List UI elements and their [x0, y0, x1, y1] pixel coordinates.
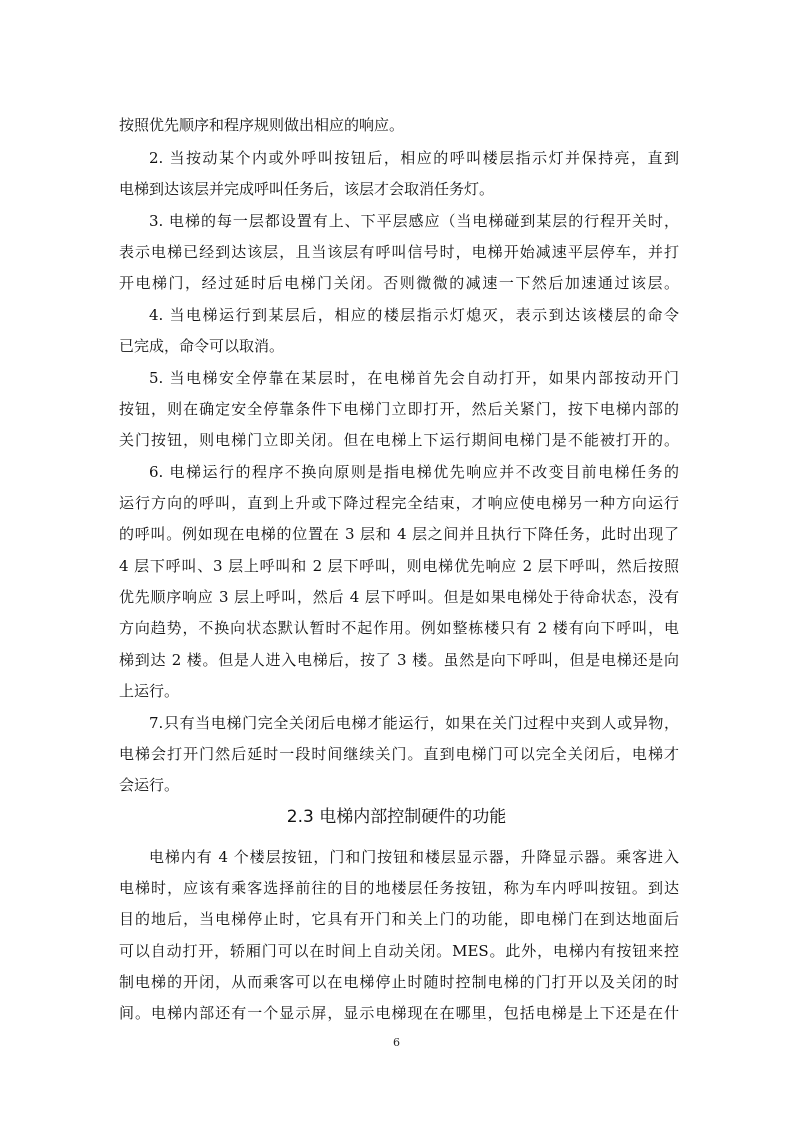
text-line: 开电梯门，经过延时后电梯门关闭。否则微微的减速一下然后加速通过该层。: [119, 274, 679, 292]
text-line: 电梯会打开门然后延时一段时间继续关门。直到电梯门可以完全关闭后，电梯才: [119, 745, 679, 763]
text-line: 4 层下呼叫、3 层上呼叫和 2 层下呼叫，则电梯优先响应 2 层下呼叫，然后按照: [119, 557, 679, 575]
text-line: 6. 电梯运行的程序不换向原则是指电梯优先响应并不改变目前电梯任务的: [149, 463, 679, 481]
text-line: 已完成，命令可以取消。: [119, 337, 285, 355]
text-line: 电梯到达该层并完成呼叫任务后，该层才会取消任务灯。: [119, 180, 495, 198]
text-line: 间。电梯内部还有一个显示屏，显示电梯现在在哪里，包括电梯是上下还是在什: [119, 1004, 679, 1022]
text-line: 4. 当电梯运行到某层后，相应的楼层指示灯熄灭，表示到达该楼层的命令: [149, 306, 679, 324]
text-line: 目的地后，当电梯停止时，它具有开门和关上门的功能，即电梯门在到达地面后: [119, 910, 679, 928]
text-line: 制电梯的开闭，从而乘客可以在电梯停止时随时控制电梯的门打开以及关闭的时: [119, 973, 679, 991]
text-line: 5. 当电梯安全停靠在某层时，在电梯首先会自动打开，如果内部按动开门: [149, 369, 679, 387]
text-line: 2. 当按动某个内或外呼叫按钮后，相应的呼叫楼层指示灯并保持亮，直到: [149, 149, 679, 167]
page-number: 6: [393, 1036, 400, 1049]
section-heading: 2.3 电梯内部控制硬件的功能: [286, 807, 507, 827]
text-line: 优先顺序响应 3 层上呼叫，然后 4 层下呼叫。但是如果电梯处于待命状态，没有: [119, 588, 679, 606]
text-line: 可以自动打开，轿厢门可以在时间上自动关闭。MES。此外，电梯内有按钮来控: [119, 942, 679, 960]
text-line: 3. 电梯的每一层都设置有上、下平层感应（当电梯碰到某层的行程开关时，: [149, 212, 679, 230]
text-line: 上运行。: [119, 682, 180, 700]
text-line: 按钮，则在确定安全停靠条件下电梯门立即打开，然后关紧门，按下电梯内部的: [119, 400, 679, 418]
text-line: 方向趋势，不换向状态默认暂时不起作用。例如整栋楼只有 2 楼有向下呼叫，电: [119, 619, 679, 637]
text-line: 梯到达 2 楼。但是人进入电梯后，按了 3 楼。虽然是向下呼叫，但是电梯还是向: [119, 651, 679, 669]
text-line: 的呼叫。例如现在电梯的位置在 3 层和 4 层之间并且执行下降任务，此时出现了: [119, 525, 679, 543]
text-line: 电梯内有 4 个楼层按钮，门和门按钮和楼层显示器，升降显示器。乘客进入: [149, 848, 679, 866]
text-line: 7.只有当电梯门完全关闭后电梯才能运行，如果在关门过程中夹到人或异物，: [149, 714, 679, 732]
text-line: 运行方向的呼叫，直到上升或下降过程完全结束，才响应使电梯另一种方向运行: [119, 494, 679, 512]
text-line: 电梯时，应该有乘客选择前往的目的地楼层任务按钮，称为车内呼叫按钮。到达: [119, 879, 679, 897]
text-line: 关门按钮，则电梯门立即关闭。但在电梯上下运行期间电梯门是不能被打开的。: [119, 431, 679, 449]
text-line: 表示电梯已经到达该层，且当该层有呼叫信号时，电梯开始减速平层停车，并打: [119, 243, 679, 261]
text-line: 会运行。: [119, 776, 180, 794]
text-line: 按照优先顺序和程序规则做出相应的响应。: [119, 116, 405, 134]
